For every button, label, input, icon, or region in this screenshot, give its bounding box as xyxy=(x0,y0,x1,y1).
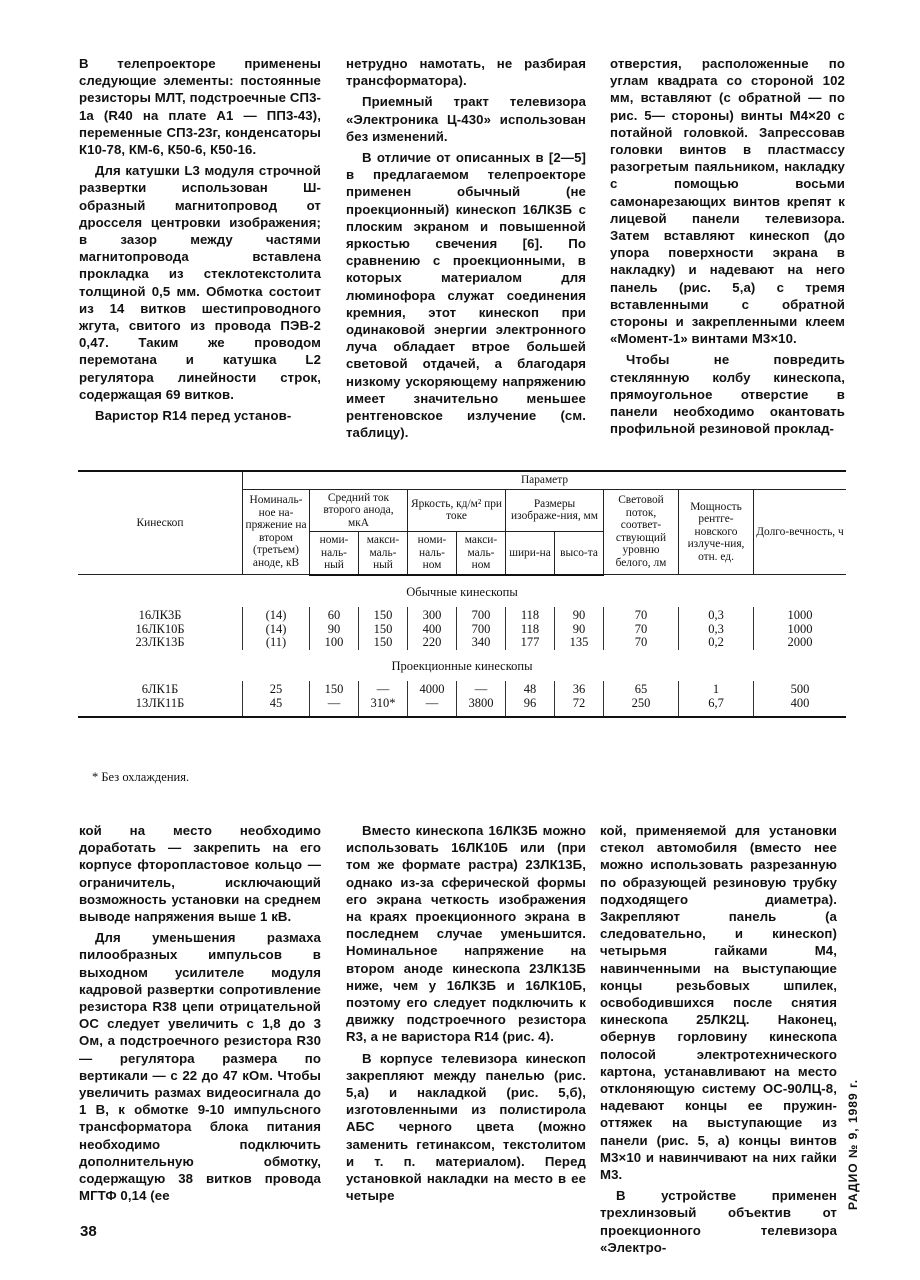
paragraph: кой на место необходимо доработать — закрепить на его корпусе фторопластовое кольцо — ограничитель, исключающий возможность установки на среднем выводе напряжения выше 1 кВ. xyxy=(79,823,321,925)
cell: 1000 xyxy=(754,607,847,623)
cell: 48 xyxy=(506,681,555,697)
paragraph: В устройстве применен трехлинзовый объектив от проекционного телевизора «Электро- xyxy=(600,1188,837,1255)
header-brightness: Яркость, кд/м² при токе xyxy=(408,489,506,532)
paragraph: кой, применяемой для установки стекол автомобиля (вместо нее можно использовать разрезанную по образующей резиновую трубку подходящего диаметра). Закрепляют панель (а следовательно, и кинескоп) четырьмя гайками М4, навинченными на выступающие концы резьбовых шпилек, освободившихся после снятия кинескопа 25ЛК2Ц. Наконец, обернув горловину кинескопа полосой электротехнического картона, устанавливают на место отклоняющую систему ОС-90ЛЦ-8, надевают концы ее пружин-оттяжек на выступающие из панели (рис. 5, а) концы винтов М3×10 и навинчивают на них гайки М3. xyxy=(600,823,837,1183)
table-footnote: * Без охлаждения. xyxy=(92,770,190,784)
cell: 0,3 xyxy=(679,607,754,623)
paragraph: В телепроекторе применены следующие элементы: постоянные резисторы МЛТ, подстроечные СП3-1а (R40 на плате A1 — ПП3-43), переменные СП3-23г, конденсаторы К10-78, КМ-6, К50-6, К50-16. xyxy=(79,56,321,158)
cell: 65 xyxy=(604,681,679,697)
paragraph: Вместо кинескопа 16ЛК3Б можно использовать 16ЛК10Б или (при том же формате растра) 23ЛК13Б, однако из-за сферической формы его экрана четкость изображения на краях проекционного экрана в последнем случае уменьшится. Номинальное напряжение на втором аноде кинескопа 23ЛК13Б ниже, чем у 16ЛК3Б и 16ЛК10Б, поэтому его следует подключить к движку подстроечного резистора R3, а не варистора R14 (рис. 4). xyxy=(346,823,586,1045)
header-kinescope: Кинескоп xyxy=(78,471,243,575)
cell: 16ЛК10Б xyxy=(135,621,185,636)
cell: — xyxy=(359,681,408,697)
paragraph: отверстия, расположенные по углам квадрата со стороной 102 мм, вставляют (с обратной — по рис. 5— стороны) винты М4×20 с потайной головкой. Запрессовав головки винтов в пластмассу разогретым паяльником, накладку с помощью восьми самонарезающих винтов крепят к лицевой панели телевизора. Затем вставляют кинескоп (до упора поверхности экрана в накладку) и надевают на него панель (рис. 5,а) с тремя вставленными с обратной стороны и закрепленными клеем «Момент-1» винтами М3×10. xyxy=(610,56,845,347)
cell: 2000 xyxy=(754,636,847,650)
cell: 310* xyxy=(359,697,408,718)
cell: 500 xyxy=(754,681,847,697)
cell: (14) xyxy=(243,607,310,623)
cell: 150 xyxy=(310,681,359,697)
cell: 150 xyxy=(359,607,408,623)
paragraph: Чтобы не повредить стеклянную колбу кинескопа, прямоугольное отверстие в панели необходимо окантовать профильной резиновой проклад- xyxy=(610,352,845,437)
cell: 70 xyxy=(604,607,679,623)
section-title: Проекционные кинескопы xyxy=(391,658,533,673)
cell: 6,7 xyxy=(679,697,754,718)
cell: 150 xyxy=(359,623,408,637)
cell: 300 xyxy=(408,607,457,623)
cell: 250 xyxy=(604,697,679,718)
paragraph: В отличие от описанных в [2—5] в предлагаемом телепроекторе применен обычный (не проекционный) кинескоп 16ЛК3Б с плоским экраном и повышенной яркостью свечения [6]. По сравнению с проекционными, в которых материалом для люминофора служат соединения кремния, этот кинескоп при одинаковой энергии электронного луча обладает втрое большей световой отдачей, а благодаря низкому ускоряющему напряжению имеет значительно меньшее рентгеновское излучение (см. таблицу). xyxy=(346,150,586,441)
header-life: Долго-вечность, ч xyxy=(754,489,847,575)
paragraph: Для уменьшения размаха пилообразных импульсов в выходном усилителе модуля кадровой развертки сопротивление резистора R38 цепи отрицательной ОС следует увеличить с 1,8 до 3 Ом, а подстроечного резистора R30 — регулятора размера по вертикали — с 22 до 47 кОм. Чтобы увеличить размах видеосигнала до 1 В, к обмотке 9-10 импульсного трансформатора блока питания необходимо подключить дополнительную обмотку, содержащую 38 витков провода МГТФ 0,14 (ее xyxy=(79,930,321,1204)
paragraph: нетрудно намотать, не разбирая трансформатора). xyxy=(346,56,586,89)
section-title: Обычные кинескопы xyxy=(406,584,518,599)
cell: 1000 xyxy=(754,623,847,637)
cell: 4000 xyxy=(408,681,457,697)
cell: 0,3 xyxy=(679,623,754,637)
header-parameter: Параметр xyxy=(243,471,847,489)
bottom-column-2 xyxy=(346,822,586,1208)
cell: 6ЛК1Б xyxy=(141,682,179,696)
cell: 0,2 xyxy=(679,636,754,650)
cell: 135 xyxy=(555,636,604,650)
top-column-1 xyxy=(79,55,321,428)
cell: 150 xyxy=(359,636,408,650)
cell: 36 xyxy=(555,681,604,697)
paragraph: Варистор R14 перед установ- xyxy=(95,408,292,424)
subheader-width: шири-на xyxy=(506,532,555,575)
cell: 220 xyxy=(408,636,457,650)
bottom-column-3 xyxy=(600,822,837,1260)
page-number: 38 xyxy=(80,1223,97,1240)
cell: 90 xyxy=(555,607,604,623)
table-row xyxy=(78,697,846,718)
subheader-height: высо-та xyxy=(555,532,604,575)
cell: 118 xyxy=(506,607,555,623)
table-row xyxy=(78,623,846,637)
journal-issue-label: РАДИО № 9, 1989 г. xyxy=(846,1078,860,1210)
cell: 70 xyxy=(604,636,679,650)
cell: 3800 xyxy=(457,697,506,718)
cell: 25 xyxy=(243,681,310,697)
parameters-table xyxy=(78,470,846,718)
subheader-nominal: номи-наль-ный xyxy=(310,532,359,575)
header-voltage: Номиналь-ное на-пряжение на втором (третьем) аноде, кВ xyxy=(243,489,310,575)
cell: (14) xyxy=(243,623,310,637)
cell: 45 xyxy=(243,697,310,718)
cell: 13ЛК11Б xyxy=(78,697,243,718)
cell: 60 xyxy=(310,607,359,623)
cell: — xyxy=(408,697,457,718)
cell: — xyxy=(457,681,506,697)
paragraph: Для катушки L3 модуля строчной развертки использован Ш-образный магнитопровод от дросселя центровки изображения; в зазор между частями магнитопровода вставлена прокладка из стеклотекстолита толщиной 0,5 мм. Обмотка состоит из 14 витков шестипроводного жгута, свитого из провода ПЭВ-2 0,47. Таким же проводом перемотана и катушка L2 регулятора линейности строк, содержащая 69 витков. xyxy=(79,163,321,402)
paragraph: Приемный тракт телевизора «Электроника Ц-430» использован без изменений. xyxy=(346,94,586,144)
cell: 1 xyxy=(679,681,754,697)
header-size: Размеры изображе-ния, мм xyxy=(506,489,604,532)
cell: 700 xyxy=(457,623,506,637)
subheader-nominal: номи-наль-ном xyxy=(408,532,457,575)
cell: 700 xyxy=(457,607,506,623)
cell: 100 xyxy=(310,636,359,650)
table-row xyxy=(78,636,846,650)
header-xray: Мощность рентге-новского излуче-ния, отн. ед. xyxy=(679,489,754,575)
subheader-max: макси-маль-ный xyxy=(359,532,408,575)
cell: 400 xyxy=(754,697,847,718)
cell: 118 xyxy=(506,623,555,637)
header-current: Средний ток второго анода, мкА xyxy=(310,489,408,532)
top-column-2 xyxy=(346,55,586,445)
cell: 70 xyxy=(604,623,679,637)
cell: 340 xyxy=(457,636,506,650)
paragraph: В корпусе телевизора кинескоп закрепляют между панелью (рис. 5,а) и накладкой (рис. 5,б), изготовленными из полистирола АБС черного цвета (можно заменить гетинаксом, текстолитом и т. п. материалом). Перед установкой накладки на место в ее четыре xyxy=(346,1050,586,1204)
cell: 23ЛК13Б xyxy=(135,635,185,649)
cell: (11) xyxy=(243,636,310,650)
table-row xyxy=(78,681,846,697)
cell: 90 xyxy=(310,623,359,637)
cell: 96 xyxy=(506,697,555,718)
subheader-max: макси-маль-ном xyxy=(457,532,506,575)
cell: — xyxy=(310,697,359,718)
cell: 90 xyxy=(555,623,604,637)
top-column-3 xyxy=(610,55,845,441)
cell: 400 xyxy=(408,623,457,637)
table-row xyxy=(78,607,846,623)
cell: 16ЛК3Б xyxy=(138,608,182,622)
cell: 177 xyxy=(506,636,555,650)
bottom-column-1 xyxy=(79,822,321,1208)
cell: 72 xyxy=(555,697,604,718)
header-flux: Световой поток, соответ-ствующий уровню белого, лм xyxy=(604,489,679,575)
